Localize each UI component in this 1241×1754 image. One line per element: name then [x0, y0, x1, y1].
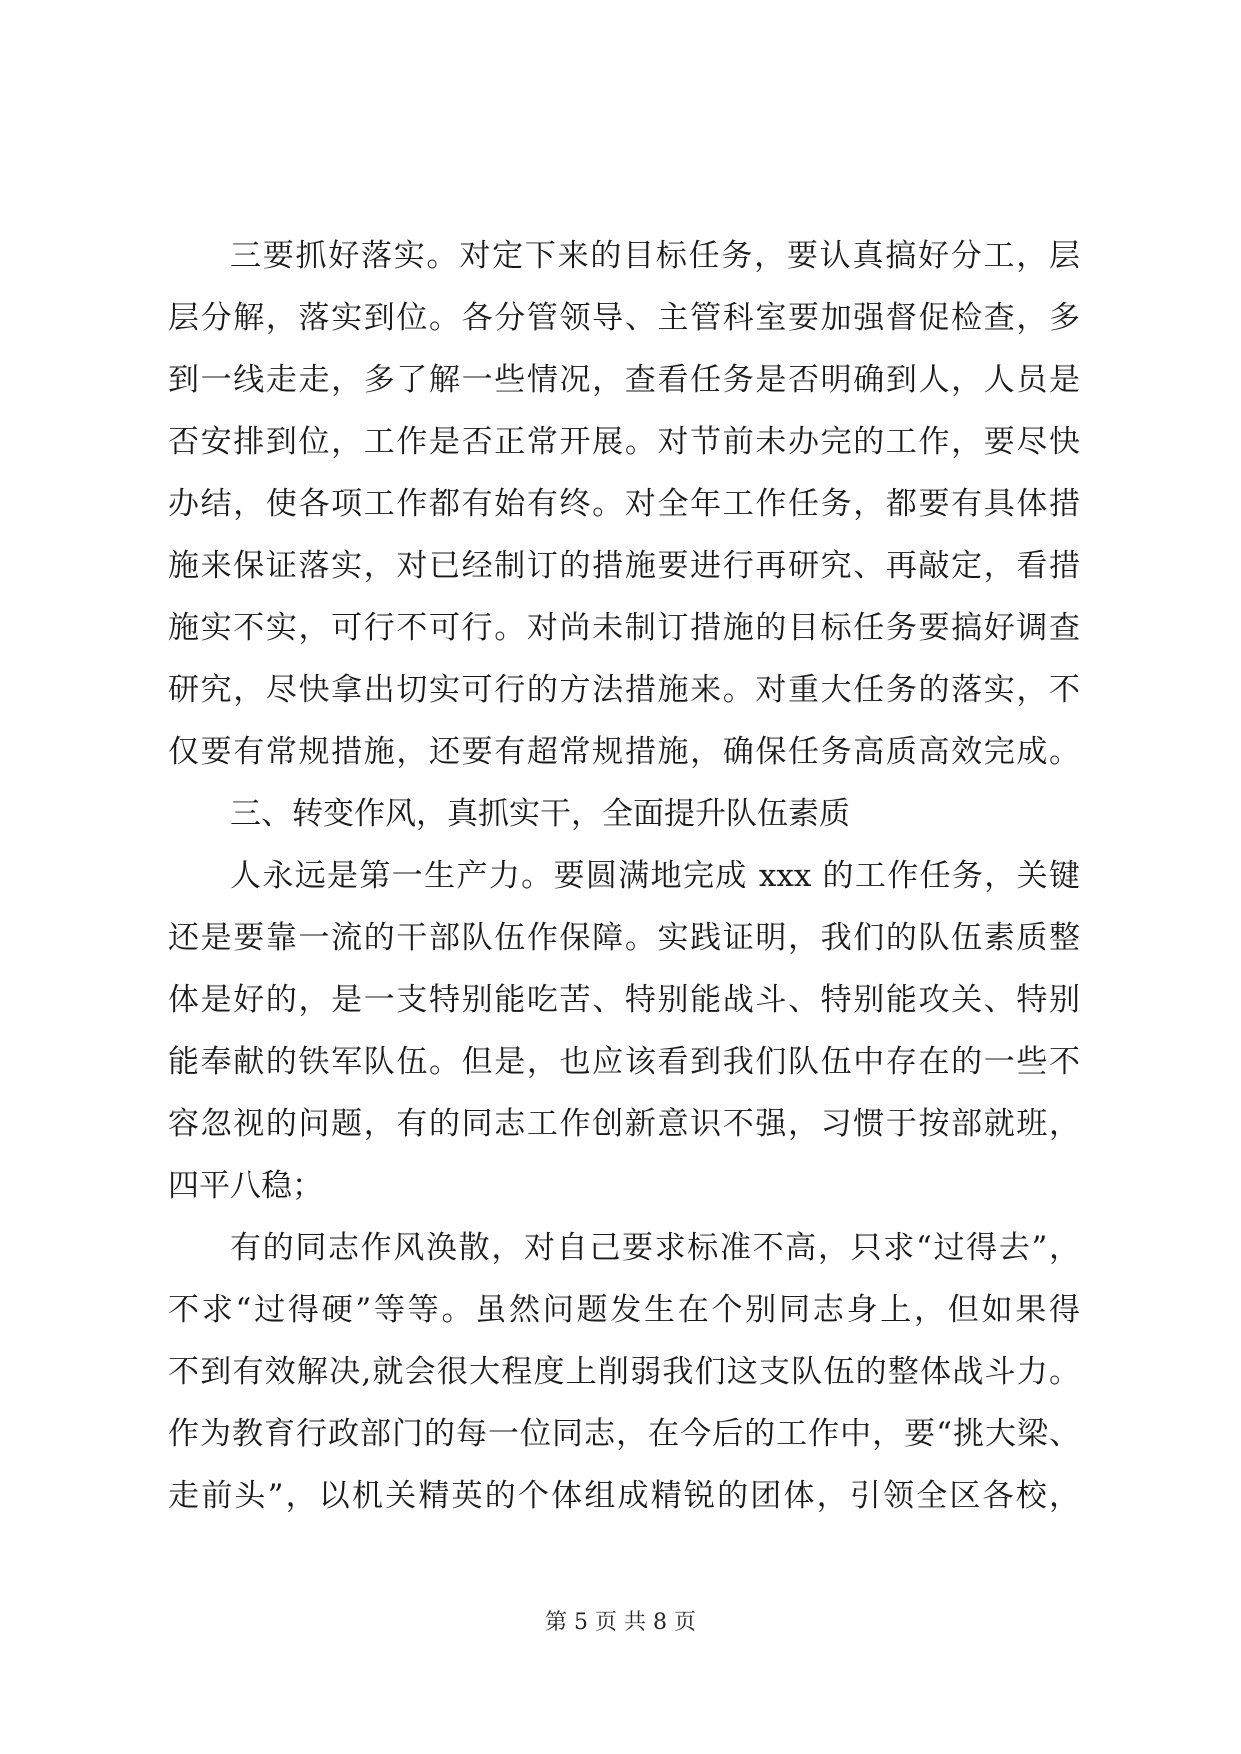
paragraph-2-line-5: 容忽视的问题，有的同志工作创新意识不强，习惯于按部就班，	[168, 1106, 1080, 1142]
paragraph-1-line-5: 办结，使各项工作都有始有终。对全年工作任务，都要有具体措	[168, 486, 1080, 522]
page-footer: 第 5 页 共 8 页	[545, 1610, 696, 1635]
paragraph-1-line-8: 研究，尽快拿出切实可行的方法措施来。对重大任务的落实，不	[168, 672, 1080, 708]
paragraph-1-line-7: 施实不实，可行不可行。对尚未制订措施的目标任务要搞好调查	[168, 610, 1080, 646]
paragraph-3-line-5: 走前头”，以机关精英的个体组成精锐的团体，引领全区各校，	[168, 1478, 1080, 1514]
paragraph-3-line-1: 有的同志作风涣散，对自己要求标准不高，只求“过得去”，	[230, 1230, 1080, 1266]
paragraph-3-line-4: 作为教育行政部门的每一位同志，在今后的工作中，要“挑大梁、	[168, 1416, 1080, 1452]
paragraph-1-line-9: 仅要有常规措施，还要有超常规措施，确保任务高质高效完成。	[168, 734, 1080, 770]
paragraph-1-line-3: 到一线走走，多了解一些情况，查看任务是否明确到人，人员是	[168, 362, 1080, 398]
paragraph-1-line-6: 施来保证落实，对已经制订的措施要进行再研究、再敲定，看措	[168, 548, 1080, 584]
paragraph-3-line-3: 不到有效解决,就会很大程度上削弱我们这支队伍的整体战斗力。	[168, 1354, 1080, 1390]
paragraph-1-line-4: 否安排到位，工作是否正常开展。对节前未办完的工作，要尽快	[168, 424, 1080, 460]
paragraph-2-line-2: 还是要靠一流的干部队伍作保障。实践证明，我们的队伍素质整	[168, 920, 1080, 956]
paragraph-3-line-2: 不求“过得硬”等等。虽然问题发生在个别同志身上，但如果得	[168, 1292, 1080, 1328]
paragraph-2-line-1: 人永远是第一生产力。要圆满地完成 xxx 的工作任务，关键	[230, 858, 1080, 894]
paragraph-1-line-1: 三要抓好落实。对定下来的目标任务，要认真搞好分工，层	[230, 238, 1080, 274]
paragraph-1-line-2: 层分解，落实到位。各分管领导、主管科室要加强督促检查，多	[168, 300, 1080, 336]
paragraph-2-line-3: 体是好的，是一支特别能吃苦、特别能战斗、特别能攻关、特别	[168, 982, 1080, 1018]
paragraph-2-line-6: 四平八稳；	[168, 1168, 323, 1204]
paragraph-2-line-4: 能奉献的铁军队伍。但是，也应该看到我们队伍中存在的一些不	[168, 1044, 1080, 1080]
section-heading: 三、转变作风，真抓实干，全面提升队伍素质	[230, 796, 850, 832]
